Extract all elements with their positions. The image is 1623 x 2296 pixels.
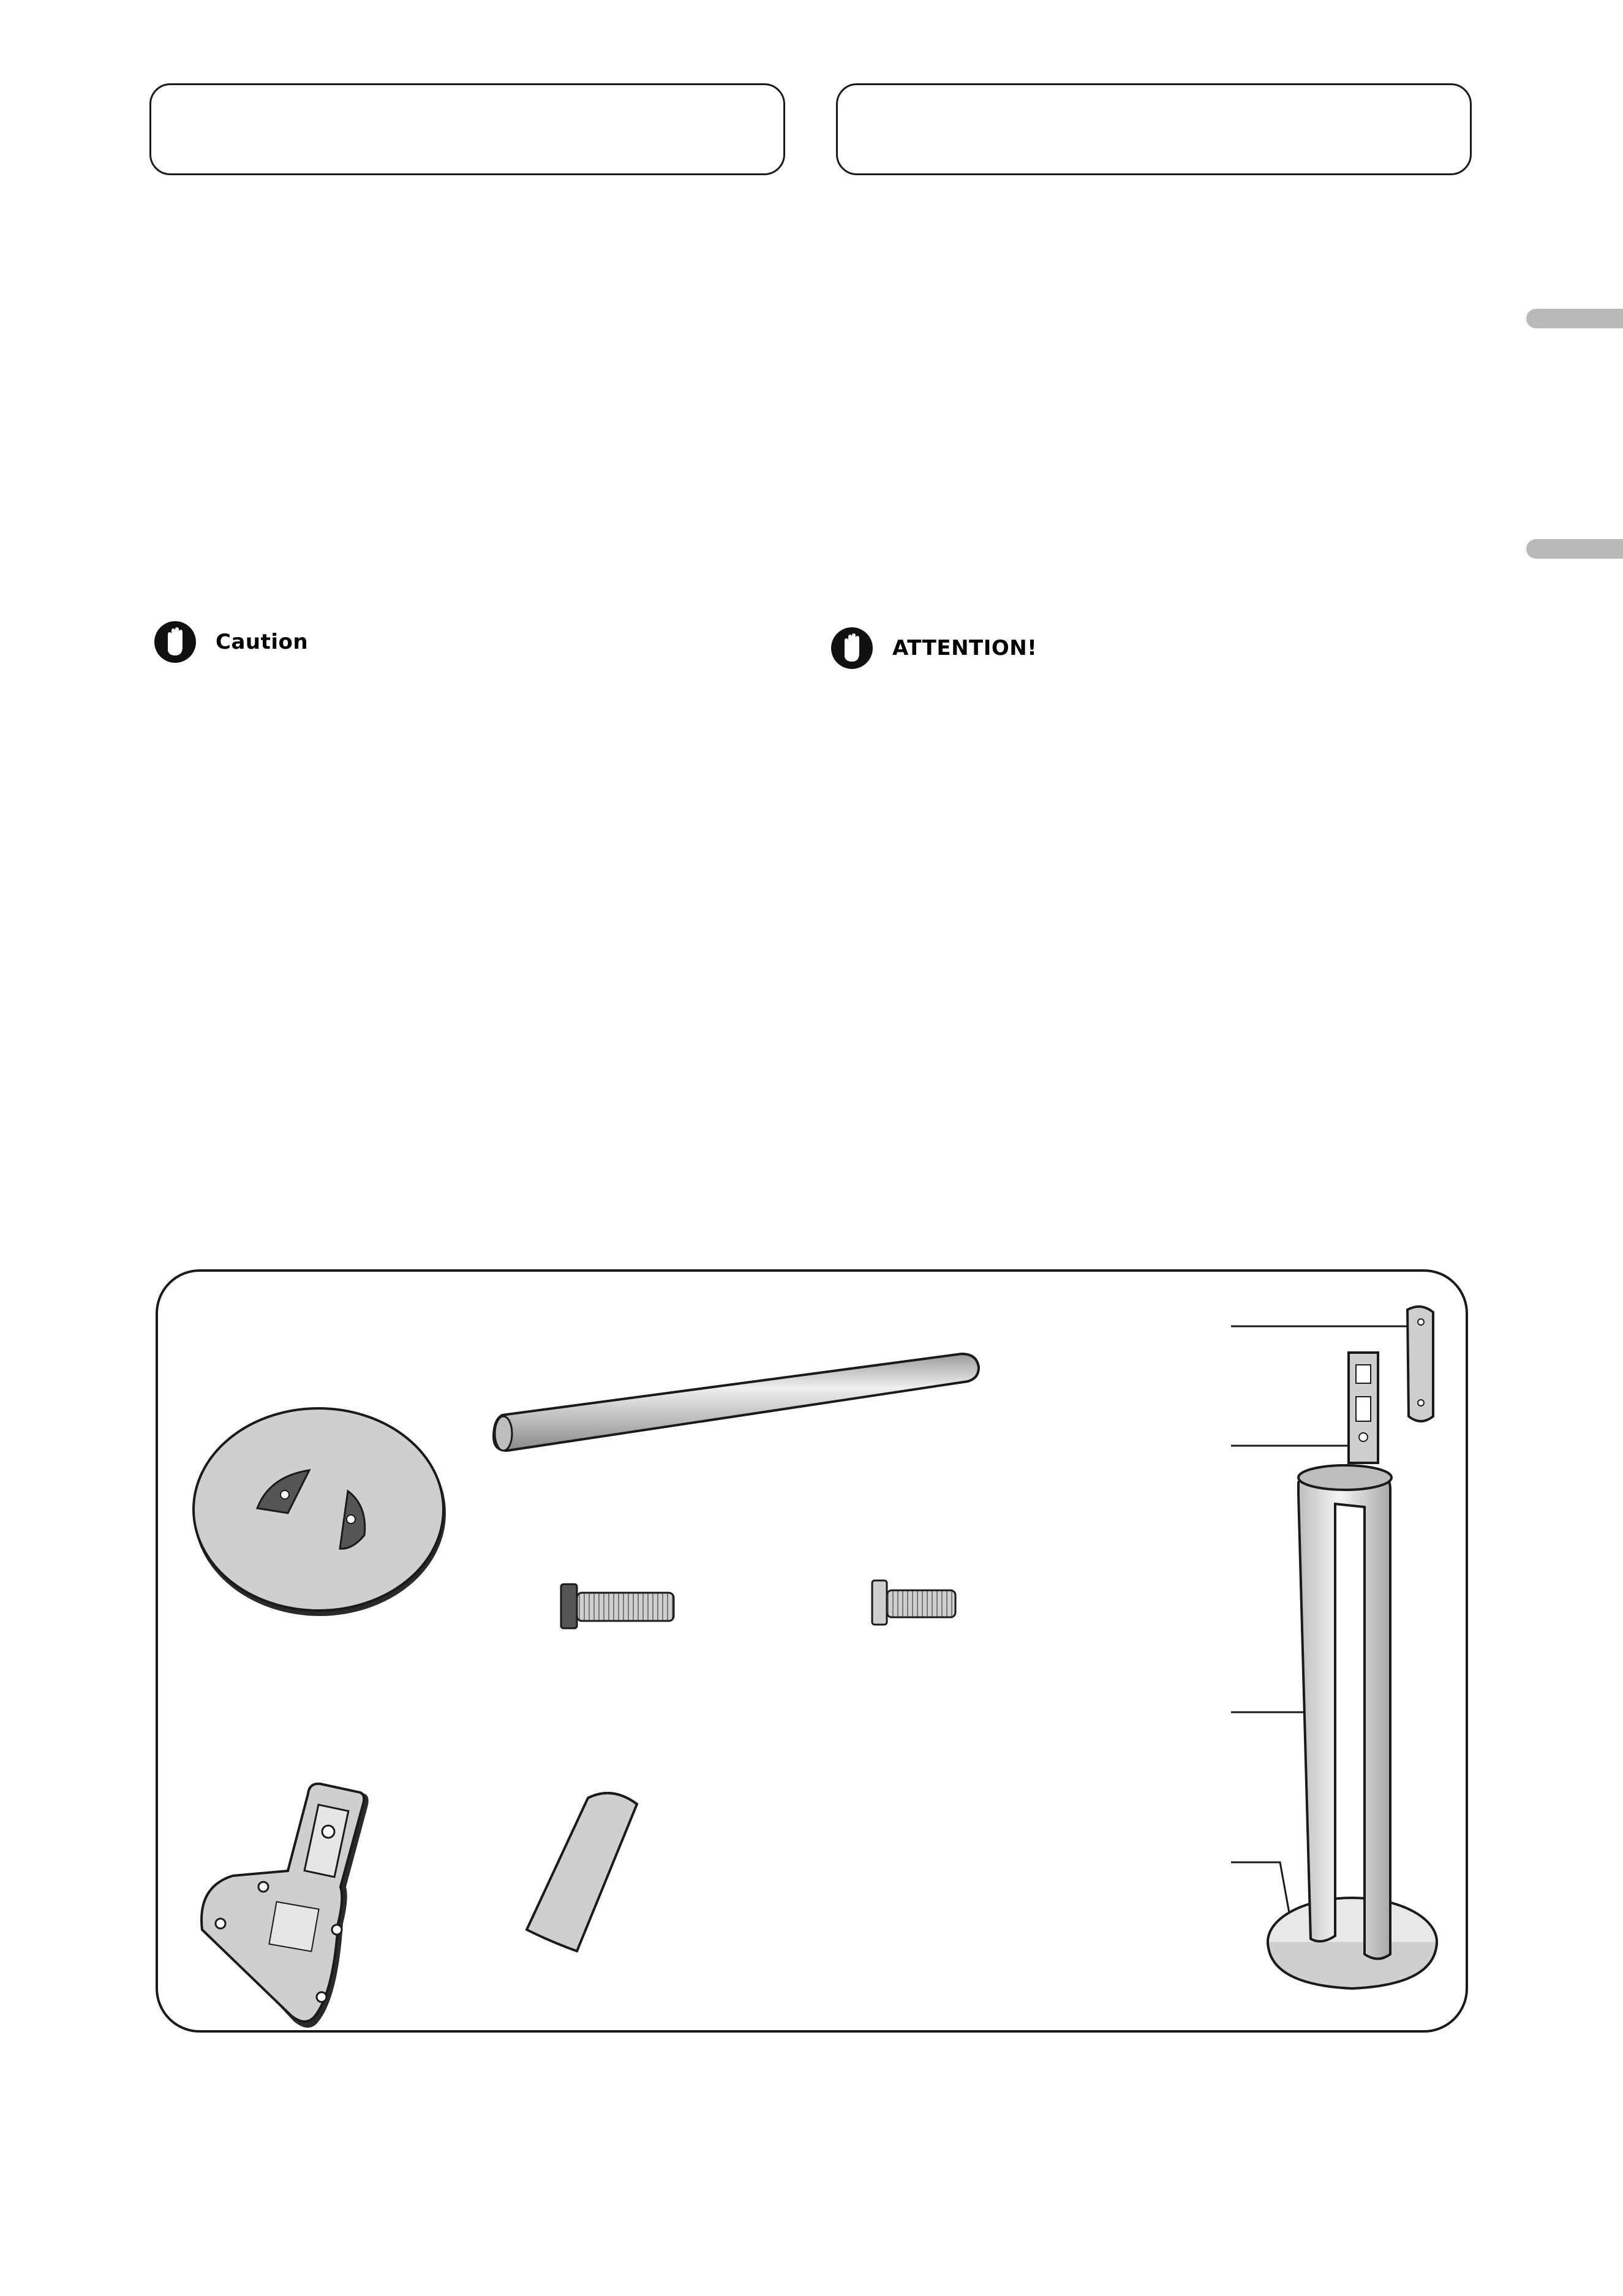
assembled-stand-drawing	[1231, 1307, 1437, 1988]
pipe-drawing	[494, 1354, 979, 1451]
cover-strip-drawing	[527, 1793, 637, 1951]
base-plate-drawing	[194, 1408, 446, 1616]
short-bolt-drawing	[872, 1580, 955, 1625]
long-bolt-drawing	[561, 1584, 674, 1628]
attention-label: ATTENTION!	[892, 636, 1037, 660]
speaker-mount-bracket-drawing	[201, 1784, 369, 2028]
caution-label: Caution	[216, 630, 309, 654]
